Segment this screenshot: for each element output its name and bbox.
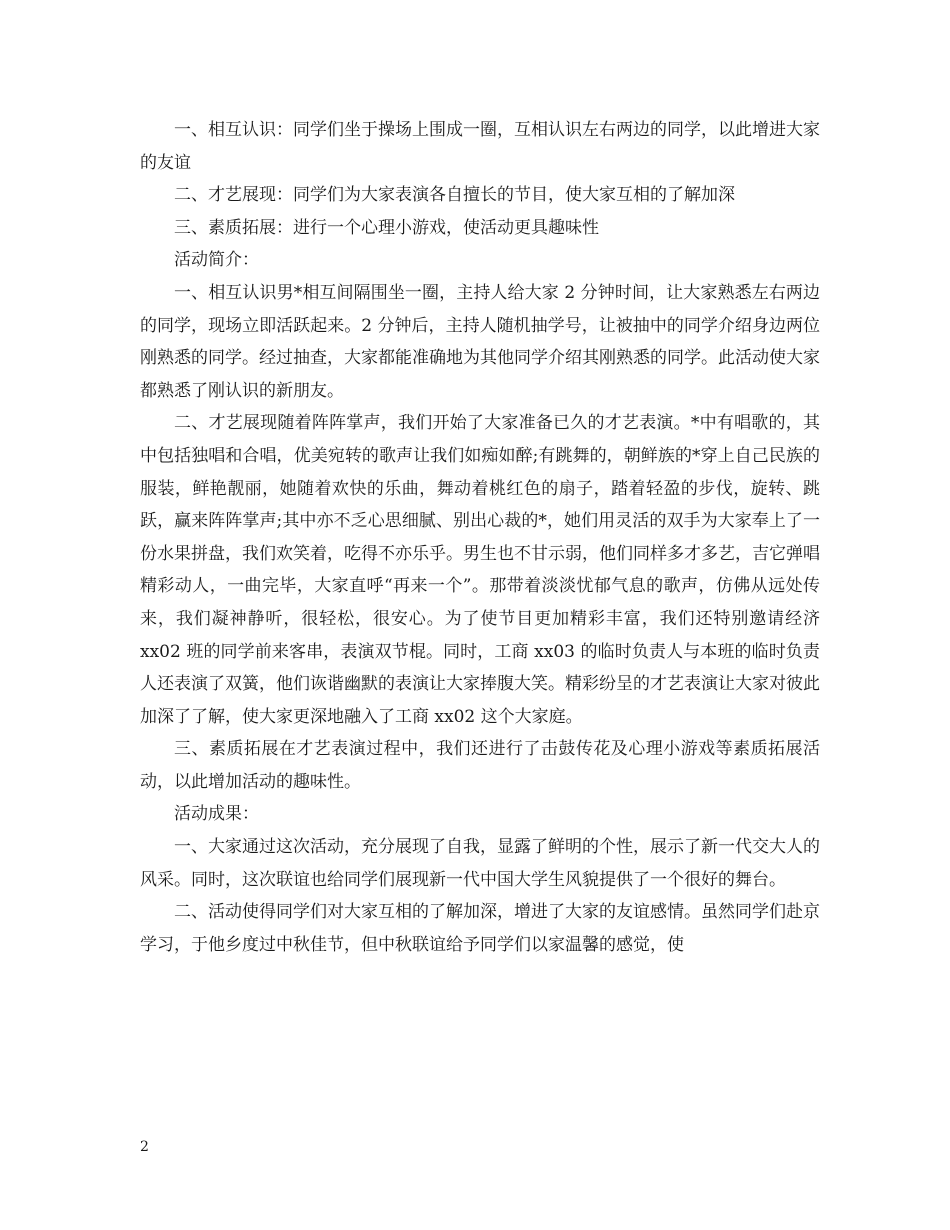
paragraph-intro-3: 三、素质拓展在才艺表演过程中，我们还进行了击鼓传花及心理小游戏等素质拓展活动，以此增加活动的趣味性。 — [140, 739, 820, 792]
paragraph-intro-1: 一、相互认识男*相互间隔围坐一圈，主持人给大家 2 分钟时间，让大家熟悉左右两边的同学，现场立即活跃起来。2 分钟后，主持人随机抽学号，让被抽中的同学介绍身边两位刚熟悉的同学。经过抽查，大家都能准确地为其他同学介绍其刚熟悉的同学。此活动使大家都熟悉了刚认识的新朋友。 — [140, 282, 820, 401]
document-body — [140, 114, 820, 961]
paragraph-item-2: 二、才艺展现：同学们为大家表演各自擅长的节目，使大家互相的了解加深 — [174, 185, 735, 206]
paragraph-results-1: 一、大家通过这次活动，充分展现了自我，显露了鲜明的个性，展示了新一代交大人的风采。同时，这次联谊也给同学们展现新一代中国大学生风貌提供了一个很好的舞台。 — [140, 837, 820, 890]
section-heading-results: 活动成果： — [174, 804, 259, 825]
paragraph-results-2: 二、活动使得同学们对大家互相的了解加深，增进了大家的友谊感情。虽然同学们赴京学习，于他乡度过中秋佳节，但中秋联谊给予同学们以家温馨的感觉，使 — [140, 902, 820, 955]
paragraph-intro-2: 二、才艺展现随着阵阵掌声，我们开始了大家准备已久的才艺表演。*中有唱歌的，其中包括独唱和合唱，优美宛转的歌声让我们如痴如醉;有跳舞的，朝鲜族的*穿上自己民族的服装，鲜艳靓丽，她随着欢快的乐曲，舞动着桃红色的扇子，踏着轻盈的步伐，旋转、跳跃，赢来阵阵掌声;其中亦不乏心思细腻、别出心裁的*，她们用灵活的双手为大家奉上了一份水果拼盘，我们欢笑着，吃得不亦乐乎。男生也不甘示弱，他们同样多才多艺，吉它弹唱精彩动人，一曲完毕，大家直呼“再来一个”。那带着淡淡忧郁气息的歌声，仿佛从远处传来，我们凝神静听，很轻松，很安心。为了使节目更加精彩丰富，我们还特别邀请经济 xx02 班的同学前来客串，表演双节棍。同时，工商 xx03 的临时负责人与本班的临时负责人还表演了双簧，他们诙谐幽默的表演让大家捧腹大笑。精彩纷呈的才艺表演让大家对彼此加深了了解，使大家更深地融入了工商 xx02 这个大家庭。 — [140, 413, 820, 727]
page-number: 2 — [140, 1139, 149, 1155]
section-heading-intro: 活动简介： — [174, 250, 259, 271]
paragraph-item-1: 一、相互认识：同学们坐于操场上围成一圈，互相认识左右两边的同学，以此增进大家的友谊 — [140, 120, 820, 173]
paragraph-item-3: 三、素质拓展：进行一个心理小游戏，使活动更具趣味性 — [174, 217, 599, 238]
